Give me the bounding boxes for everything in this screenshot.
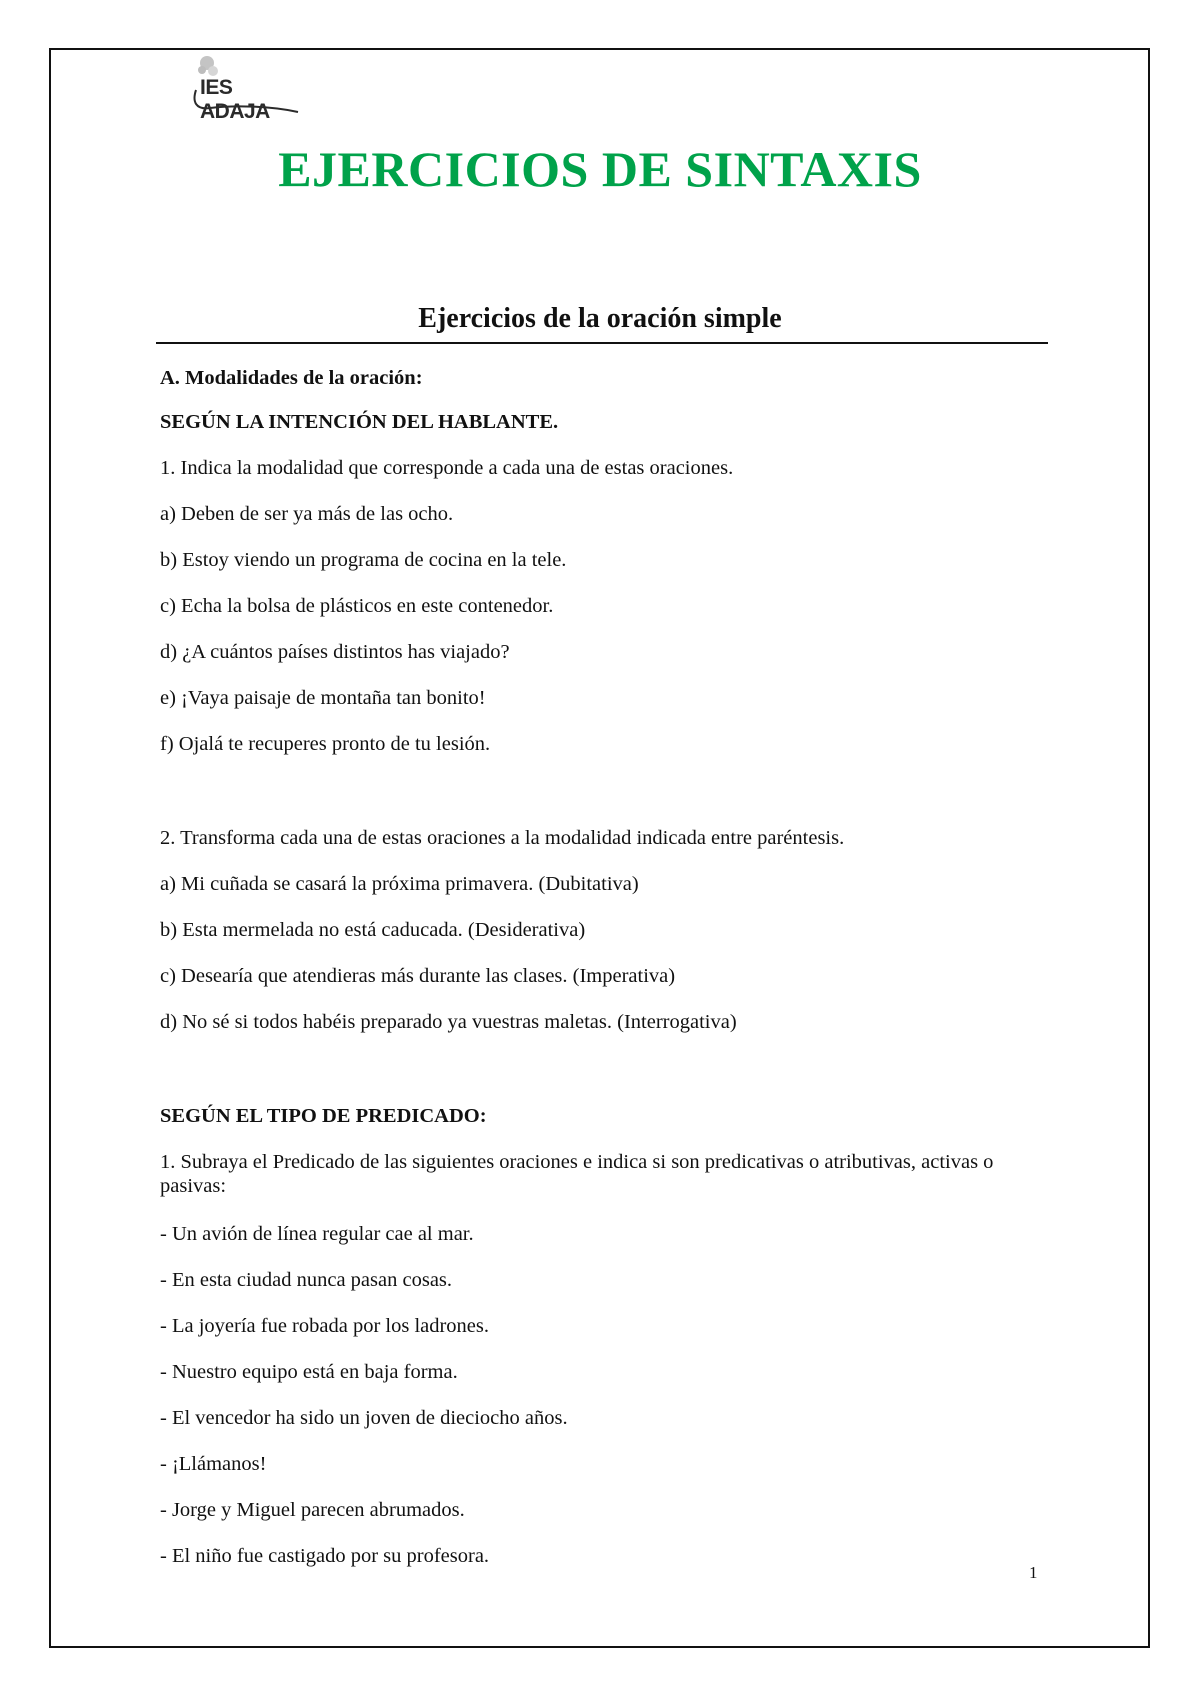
section-title: Ejercicios de la oración simple — [418, 303, 782, 334]
subsection-heading: A. Modalidades de la oración: — [160, 367, 423, 389]
list-item: f) Ojalá te recuperes pronto de tu lesión. — [160, 733, 491, 755]
section-divider — [156, 342, 1048, 344]
exercise-3-prompt: 1. Subraya el Predicado de las siguientes oraciones e indica si son predicativas o atributivas, activas o pasivas: — [160, 1151, 994, 1197]
page-number: 1 — [1029, 1563, 1038, 1582]
exercise-1-prompt: 1. Indica la modalidad que corresponde a cada una de estas oraciones. — [160, 457, 734, 479]
list-item: - La joyería fue robada por los ladrones. — [160, 1315, 490, 1337]
list-item: - Un avión de línea regular cae al mar. — [160, 1223, 474, 1245]
school-logo — [190, 50, 305, 122]
list-item: - ¡Llámanos! — [160, 1453, 267, 1475]
list-item: - El vencedor ha sido un joven de dieciocho años. — [160, 1407, 568, 1429]
list-item: - En esta ciudad nunca pasan cosas. — [160, 1269, 453, 1291]
exercise-2-prompt: 2. Transforma cada una de estas oraciones a la modalidad indicada entre paréntesis. — [160, 827, 845, 849]
logo-text: IES ADAJA — [200, 76, 270, 123]
document-title: EJERCICIOS DE SINTAXIS — [278, 141, 922, 197]
list-item: d) No sé si todos habéis preparado ya vuestras maletas. (Interrogativa) — [160, 1011, 737, 1033]
list-item: - Nuestro equipo está en baja forma. — [160, 1361, 458, 1383]
heading-predicado: SEGÚN EL TIPO DE PREDICADO: — [160, 1105, 487, 1127]
list-item: b) Esta mermelada no está caducada. (Desiderativa) — [160, 919, 586, 941]
list-item: c) Desearía que atendieras más durante las clases. (Imperativa) — [160, 965, 676, 987]
list-item: c) Echa la bolsa de plásticos en este contenedor. — [160, 595, 554, 617]
list-item: - Jorge y Miguel parecen abrumados. — [160, 1499, 465, 1521]
list-item: d) ¿A cuántos países distintos has viajado? — [160, 641, 510, 663]
list-item: e) ¡Vaya paisaje de montaña tan bonito! — [160, 687, 486, 709]
list-item: a) Deben de ser ya más de las ocho. — [160, 503, 454, 525]
list-item: a) Mi cuñada se casará la próxima primavera. (Dubitativa) — [160, 873, 639, 895]
list-item: - El niño fue castigado por su profesora. — [160, 1545, 490, 1567]
heading-intencion: SEGÚN LA INTENCIÓN DEL HABLANTE. — [160, 411, 559, 433]
list-item: b) Estoy viendo un programa de cocina en la tele. — [160, 549, 567, 571]
